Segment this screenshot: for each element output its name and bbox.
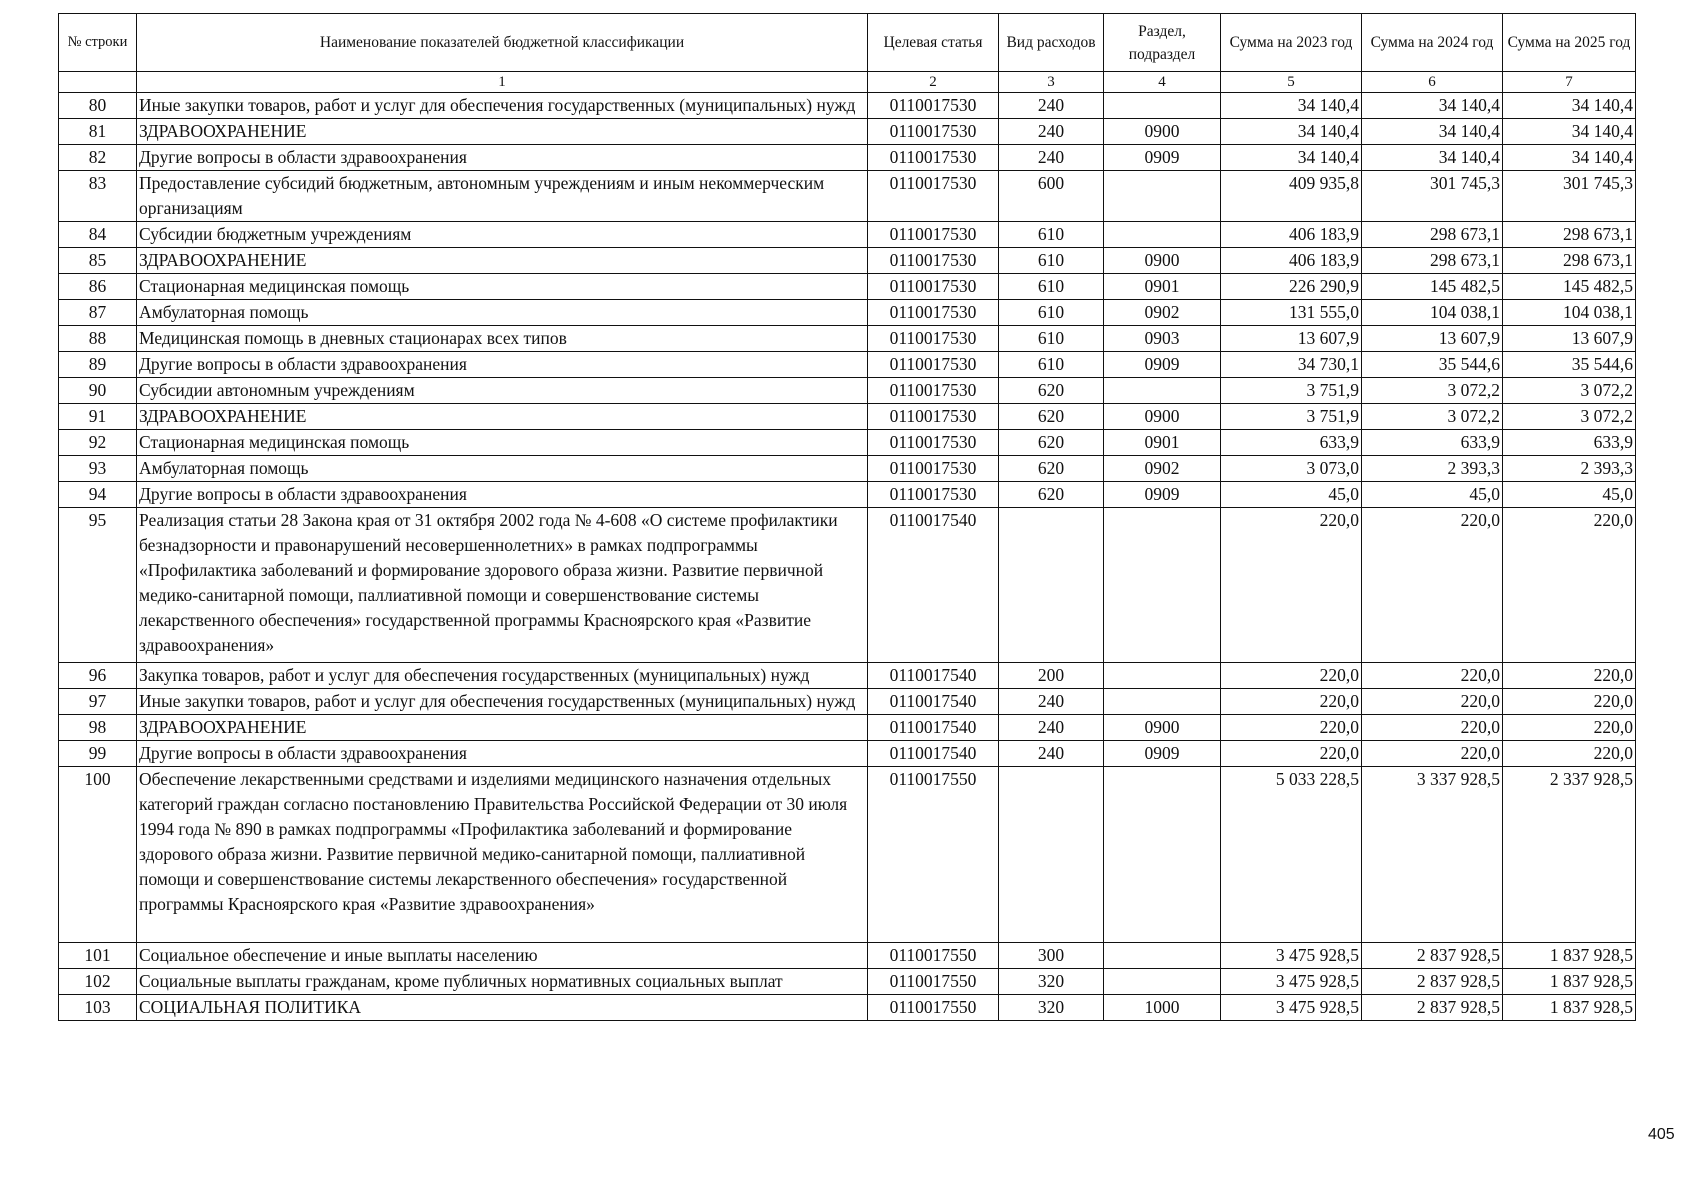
row-sum-2024: 3 337 928,5 <box>1362 767 1503 943</box>
row-expense-type: 200 <box>999 663 1104 689</box>
row-section: 0900 <box>1104 404 1221 430</box>
row-sum-2025: 220,0 <box>1503 741 1636 767</box>
row-number: 88 <box>59 326 137 352</box>
row-sum-2023: 5 033 228,5 <box>1221 767 1362 943</box>
table-row <box>59 508 1636 663</box>
row-name: Другие вопросы в области здравоохранения <box>137 741 868 767</box>
row-number: 90 <box>59 378 137 404</box>
row-sum-2024: 34 140,4 <box>1362 145 1503 171</box>
header-name: Наименование показателей бюджетной классификации <box>137 14 868 72</box>
header-target: Целевая статья <box>868 14 999 72</box>
row-number: 96 <box>59 663 137 689</box>
row-section: 0901 <box>1104 430 1221 456</box>
row-name: Субсидии бюджетным учреждениям <box>137 222 868 248</box>
table-row <box>59 93 1636 119</box>
row-sum-2024: 35 544,6 <box>1362 352 1503 378</box>
row-name: Социальное обеспечение и иные выплаты населению <box>137 943 868 969</box>
row-name: Амбулаторная помощь <box>137 300 868 326</box>
row-section <box>1104 663 1221 689</box>
row-section <box>1104 378 1221 404</box>
row-expense-type: 610 <box>999 326 1104 352</box>
row-target-code: 0110017550 <box>868 995 999 1021</box>
row-expense-type: 600 <box>999 171 1104 222</box>
row-target-code: 0110017550 <box>868 969 999 995</box>
row-sum-2024: 220,0 <box>1362 508 1503 663</box>
table-row <box>59 378 1636 404</box>
row-name: Медицинская помощь в дневных стационарах всех типов <box>137 326 868 352</box>
table-row <box>59 715 1636 741</box>
row-sum-2025: 220,0 <box>1503 715 1636 741</box>
header-sum-2023: Сумма на 2023 год <box>1221 14 1362 72</box>
header-type: Вид расходов <box>999 14 1104 72</box>
row-section: 0900 <box>1104 715 1221 741</box>
row-sum-2025: 2 337 928,5 <box>1503 767 1636 943</box>
row-expense-type: 610 <box>999 300 1104 326</box>
row-sum-2024: 3 072,2 <box>1362 404 1503 430</box>
row-sum-2025: 104 038,1 <box>1503 300 1636 326</box>
row-target-code: 0110017530 <box>868 145 999 171</box>
row-name: Другие вопросы в области здравоохранения <box>137 145 868 171</box>
row-expense-type: 620 <box>999 456 1104 482</box>
row-expense-type: 240 <box>999 93 1104 119</box>
row-sum-2025: 1 837 928,5 <box>1503 969 1636 995</box>
row-number: 89 <box>59 352 137 378</box>
row-sum-2025: 298 673,1 <box>1503 222 1636 248</box>
row-sum-2024: 2 837 928,5 <box>1362 995 1503 1021</box>
row-target-code: 0110017530 <box>868 456 999 482</box>
row-sum-2023: 3 475 928,5 <box>1221 969 1362 995</box>
row-section: 0909 <box>1104 482 1221 508</box>
row-number: 100 <box>59 767 137 943</box>
header-row-no: № строки <box>59 14 137 72</box>
row-sum-2023: 45,0 <box>1221 482 1362 508</box>
row-section: 0909 <box>1104 352 1221 378</box>
row-number: 103 <box>59 995 137 1021</box>
row-sum-2024: 2 393,3 <box>1362 456 1503 482</box>
row-name: Амбулаторная помощь <box>137 456 868 482</box>
row-sum-2024: 298 673,1 <box>1362 222 1503 248</box>
row-section: 0903 <box>1104 326 1221 352</box>
row-sum-2025: 35 544,6 <box>1503 352 1636 378</box>
row-sum-2023: 220,0 <box>1221 689 1362 715</box>
table-row <box>59 430 1636 456</box>
row-sum-2023: 34 140,4 <box>1221 145 1362 171</box>
row-sum-2025: 2 393,3 <box>1503 456 1636 482</box>
row-expense-type <box>999 508 1104 663</box>
row-sum-2023: 13 607,9 <box>1221 326 1362 352</box>
row-sum-2023: 3 475 928,5 <box>1221 943 1362 969</box>
row-sum-2025: 633,9 <box>1503 430 1636 456</box>
row-number: 82 <box>59 145 137 171</box>
row-sum-2025: 145 482,5 <box>1503 274 1636 300</box>
row-name: ЗДРАВООХРАНЕНИЕ <box>137 404 868 430</box>
row-section <box>1104 767 1221 943</box>
row-target-code: 0110017540 <box>868 689 999 715</box>
row-number: 84 <box>59 222 137 248</box>
row-expense-type: 620 <box>999 482 1104 508</box>
column-number <box>59 72 137 93</box>
row-sum-2025: 34 140,4 <box>1503 93 1636 119</box>
row-sum-2023: 34 730,1 <box>1221 352 1362 378</box>
row-expense-type: 620 <box>999 430 1104 456</box>
row-number: 95 <box>59 508 137 663</box>
row-sum-2025: 34 140,4 <box>1503 145 1636 171</box>
row-sum-2023: 34 140,4 <box>1221 93 1362 119</box>
row-expense-type: 240 <box>999 689 1104 715</box>
row-section: 0901 <box>1104 274 1221 300</box>
row-number: 94 <box>59 482 137 508</box>
table-row <box>59 171 1636 222</box>
row-expense-type: 610 <box>999 274 1104 300</box>
table-body <box>59 93 1636 1021</box>
row-section <box>1104 508 1221 663</box>
row-name: Субсидии автономным учреждениям <box>137 378 868 404</box>
table-row <box>59 352 1636 378</box>
row-name: Иные закупки товаров, работ и услуг для обеспечения государственных (муниципальных) нужд <box>137 689 868 715</box>
row-expense-type: 320 <box>999 969 1104 995</box>
row-name: Стационарная медицинская помощь <box>137 274 868 300</box>
row-section: 0902 <box>1104 300 1221 326</box>
row-number: 86 <box>59 274 137 300</box>
column-number: 6 <box>1362 72 1503 93</box>
row-sum-2023: 226 290,9 <box>1221 274 1362 300</box>
row-number: 80 <box>59 93 137 119</box>
row-section: 0902 <box>1104 456 1221 482</box>
row-sum-2023: 220,0 <box>1221 663 1362 689</box>
row-name: Иные закупки товаров, работ и услуг для обеспечения государственных (муниципальных) нужд <box>137 93 868 119</box>
row-sum-2023: 3 751,9 <box>1221 404 1362 430</box>
table-row <box>59 995 1636 1021</box>
row-target-code: 0110017530 <box>868 430 999 456</box>
header-section: Раздел, подраздел <box>1104 14 1221 72</box>
row-expense-type: 610 <box>999 352 1104 378</box>
row-name: ЗДРАВООХРАНЕНИЕ <box>137 715 868 741</box>
row-target-code: 0110017530 <box>868 378 999 404</box>
table-row <box>59 300 1636 326</box>
row-section <box>1104 969 1221 995</box>
row-expense-type: 300 <box>999 943 1104 969</box>
column-number: 1 <box>137 72 868 93</box>
row-sum-2023: 633,9 <box>1221 430 1362 456</box>
row-sum-2023: 3 751,9 <box>1221 378 1362 404</box>
row-sum-2025: 220,0 <box>1503 663 1636 689</box>
row-target-code: 0110017530 <box>868 300 999 326</box>
row-expense-type: 620 <box>999 378 1104 404</box>
row-target-code: 0110017530 <box>868 482 999 508</box>
table-row <box>59 456 1636 482</box>
row-sum-2025: 220,0 <box>1503 508 1636 663</box>
row-sum-2024: 145 482,5 <box>1362 274 1503 300</box>
row-name: СОЦИАЛЬНАЯ ПОЛИТИКА <box>137 995 868 1021</box>
table-row <box>59 741 1636 767</box>
row-target-code: 0110017530 <box>868 326 999 352</box>
row-target-code: 0110017530 <box>868 171 999 222</box>
header-row <box>59 14 1636 72</box>
row-sum-2023: 406 183,9 <box>1221 248 1362 274</box>
row-sum-2024: 13 607,9 <box>1362 326 1503 352</box>
row-expense-type: 240 <box>999 741 1104 767</box>
row-expense-type: 240 <box>999 119 1104 145</box>
row-sum-2024: 220,0 <box>1362 689 1503 715</box>
header-sum-2025: Сумма на 2025 год <box>1503 14 1636 72</box>
row-expense-type: 610 <box>999 222 1104 248</box>
row-sum-2023: 409 935,8 <box>1221 171 1362 222</box>
row-target-code: 0110017530 <box>868 352 999 378</box>
row-sum-2024: 34 140,4 <box>1362 119 1503 145</box>
row-sum-2023: 220,0 <box>1221 508 1362 663</box>
row-expense-type: 620 <box>999 404 1104 430</box>
row-target-code: 0110017540 <box>868 715 999 741</box>
row-expense-type: 240 <box>999 715 1104 741</box>
row-number: 87 <box>59 300 137 326</box>
table-row <box>59 969 1636 995</box>
table-row <box>59 248 1636 274</box>
row-number: 98 <box>59 715 137 741</box>
row-section: 0900 <box>1104 248 1221 274</box>
column-number: 7 <box>1503 72 1636 93</box>
row-sum-2023: 220,0 <box>1221 741 1362 767</box>
row-name: Стационарная медицинская помощь <box>137 430 868 456</box>
table-row <box>59 326 1636 352</box>
row-expense-type: 610 <box>999 248 1104 274</box>
row-section <box>1104 222 1221 248</box>
budget-table <box>58 13 1636 1021</box>
row-name: Социальные выплаты гражданам, кроме публичных нормативных социальных выплат <box>137 969 868 995</box>
table-row <box>59 119 1636 145</box>
table-row <box>59 404 1636 430</box>
row-sum-2025: 3 072,2 <box>1503 378 1636 404</box>
table-row <box>59 689 1636 715</box>
row-sum-2025: 298 673,1 <box>1503 248 1636 274</box>
row-sum-2023: 34 140,4 <box>1221 119 1362 145</box>
row-sum-2025: 301 745,3 <box>1503 171 1636 222</box>
row-sum-2023: 131 555,0 <box>1221 300 1362 326</box>
row-number: 92 <box>59 430 137 456</box>
row-target-code: 0110017550 <box>868 767 999 943</box>
row-name: Другие вопросы в области здравоохранения <box>137 352 868 378</box>
row-name: Предоставление субсидий бюджетным, автономным учреждениям и иным некоммерческим организациям <box>137 171 868 222</box>
row-name: Реализация статьи 28 Закона края от 31 октября 2002 года № 4-608 «О системе профилактики безнадзорности и правонарушений несовершеннолетних» в рамках подпрограммы «Профилактика заболеваний и формирование здорового образа жизни. Развитие первичной медико-санитарной помощи, паллиативной помощи и совершенствование системы лекарственного обеспечения» государственной программы Красноярского края «Развитие здравоохранения» <box>137 508 868 663</box>
table-row <box>59 663 1636 689</box>
row-sum-2024: 104 038,1 <box>1362 300 1503 326</box>
column-number: 5 <box>1221 72 1362 93</box>
row-sum-2025: 13 607,9 <box>1503 326 1636 352</box>
row-section <box>1104 943 1221 969</box>
column-number: 4 <box>1104 72 1221 93</box>
row-target-code: 0110017530 <box>868 274 999 300</box>
page-number: 405 <box>1648 1126 1675 1143</box>
row-sum-2023: 3 475 928,5 <box>1221 995 1362 1021</box>
row-sum-2025: 220,0 <box>1503 689 1636 715</box>
row-sum-2023: 220,0 <box>1221 715 1362 741</box>
column-number: 2 <box>868 72 999 93</box>
table-row <box>59 943 1636 969</box>
row-sum-2024: 45,0 <box>1362 482 1503 508</box>
row-section: 0900 <box>1104 119 1221 145</box>
row-sum-2024: 220,0 <box>1362 663 1503 689</box>
row-sum-2024: 2 837 928,5 <box>1362 969 1503 995</box>
row-sum-2025: 45,0 <box>1503 482 1636 508</box>
row-sum-2025: 1 837 928,5 <box>1503 943 1636 969</box>
row-sum-2023: 3 073,0 <box>1221 456 1362 482</box>
row-name: ЗДРАВООХРАНЕНИЕ <box>137 248 868 274</box>
row-target-code: 0110017530 <box>868 222 999 248</box>
row-sum-2025: 3 072,2 <box>1503 404 1636 430</box>
row-section: 0909 <box>1104 145 1221 171</box>
row-section <box>1104 93 1221 119</box>
row-number: 101 <box>59 943 137 969</box>
row-sum-2024: 633,9 <box>1362 430 1503 456</box>
row-number: 91 <box>59 404 137 430</box>
row-section <box>1104 689 1221 715</box>
row-sum-2025: 34 140,4 <box>1503 119 1636 145</box>
header-sum-2024: Сумма на 2024 год <box>1362 14 1503 72</box>
table-row <box>59 145 1636 171</box>
table-row <box>59 222 1636 248</box>
row-target-code: 0110017530 <box>868 248 999 274</box>
table-row <box>59 767 1636 943</box>
row-target-code: 0110017540 <box>868 508 999 663</box>
row-sum-2024: 220,0 <box>1362 715 1503 741</box>
row-sum-2024: 3 072,2 <box>1362 378 1503 404</box>
row-sum-2024: 220,0 <box>1362 741 1503 767</box>
row-sum-2024: 34 140,4 <box>1362 93 1503 119</box>
row-number: 93 <box>59 456 137 482</box>
row-expense-type: 240 <box>999 145 1104 171</box>
row-number: 83 <box>59 171 137 222</box>
row-target-code: 0110017530 <box>868 93 999 119</box>
column-number-row <box>59 72 1636 93</box>
table-row <box>59 482 1636 508</box>
row-number: 102 <box>59 969 137 995</box>
row-expense-type <box>999 767 1104 943</box>
row-name: ЗДРАВООХРАНЕНИЕ <box>137 119 868 145</box>
row-expense-type: 320 <box>999 995 1104 1021</box>
row-sum-2023: 406 183,9 <box>1221 222 1362 248</box>
row-target-code: 0110017540 <box>868 741 999 767</box>
row-section: 1000 <box>1104 995 1221 1021</box>
row-name: Другие вопросы в области здравоохранения <box>137 482 868 508</box>
row-name: Обеспечение лекарственными средствами и изделиями медицинского назначения отдельных категорий граждан согласно постановлению Правительства Российской Федерации от 30 июля 1994 года № 890 в рамках подпрограммы «Профилактика заболеваний и формирование здорового образа жизни. Развитие первичной медико-санитарной помощи, паллиативной помощи и совершенствование системы лекарственного обеспечения» государственной программы Красноярского края «Развитие здравоохранения» <box>137 767 868 943</box>
row-target-code: 0110017550 <box>868 943 999 969</box>
column-number: 3 <box>999 72 1104 93</box>
row-section: 0909 <box>1104 741 1221 767</box>
row-number: 99 <box>59 741 137 767</box>
row-sum-2024: 301 745,3 <box>1362 171 1503 222</box>
row-number: 97 <box>59 689 137 715</box>
row-target-code: 0110017530 <box>868 404 999 430</box>
row-number: 81 <box>59 119 137 145</box>
row-section <box>1104 171 1221 222</box>
row-target-code: 0110017540 <box>868 663 999 689</box>
row-sum-2024: 2 837 928,5 <box>1362 943 1503 969</box>
row-sum-2024: 298 673,1 <box>1362 248 1503 274</box>
row-sum-2025: 1 837 928,5 <box>1503 995 1636 1021</box>
row-number: 85 <box>59 248 137 274</box>
table-row <box>59 274 1636 300</box>
row-target-code: 0110017530 <box>868 119 999 145</box>
row-name: Закупка товаров, работ и услуг для обеспечения государственных (муниципальных) нужд <box>137 663 868 689</box>
